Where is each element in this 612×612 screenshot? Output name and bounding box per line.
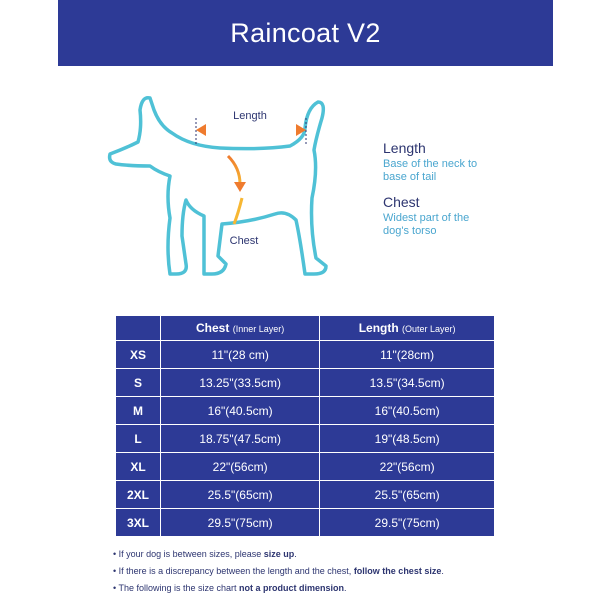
length-cell: 22"(56cm): [320, 453, 495, 481]
page-title: Raincoat V2: [230, 17, 381, 48]
table-row: [116, 369, 495, 397]
legend-chest: [383, 194, 493, 238]
note-2-end: .: [441, 566, 444, 576]
legend-chest-desc-1: Widest part of the: [383, 212, 470, 224]
note-chest-priority: [113, 566, 593, 576]
legend-length-desc-1: Base of the neck to: [383, 158, 478, 170]
chest-band: [234, 198, 242, 224]
legend-chest-title: Chest: [383, 194, 420, 210]
chest-arrow: [228, 156, 240, 184]
chest-diagram-label: Chest: [229, 235, 259, 247]
legend-length-title: Length: [383, 140, 426, 156]
table-row: [116, 425, 495, 453]
dog-outline: [110, 98, 326, 274]
size-cell: L: [116, 425, 161, 453]
length-cell: 19"(48.5cm): [320, 425, 495, 453]
table-header-row: [116, 316, 495, 341]
chest-cell: 13.25"(33.5cm): [161, 369, 320, 397]
title-banner: [58, 0, 553, 66]
table-row: [116, 397, 495, 425]
length-arrowhead-left: [196, 124, 206, 136]
length-cell: 11"(28cm): [320, 341, 495, 369]
legend-chest-desc-2: dog's torso: [383, 225, 437, 237]
table-row: [116, 481, 495, 509]
sizing-notes: [113, 549, 593, 600]
chest-cell: 16"(40.5cm): [161, 397, 320, 425]
size-cell: 2XL: [116, 481, 161, 509]
note-3-end: .: [344, 583, 347, 593]
length-cell: 25.5"(65cm): [320, 481, 495, 509]
length-cell: 29.5"(75cm): [320, 509, 495, 537]
chest-cell: 18.75"(47.5cm): [161, 425, 320, 453]
chest-header-sub: (Inner Layer): [232, 324, 285, 334]
size-cell: M: [116, 397, 161, 425]
note-3-text: • The following is the size chart: [113, 583, 240, 593]
legend-length: [383, 140, 493, 184]
length-cell: 13.5"(34.5cm): [320, 369, 495, 397]
note-2-text: • If there is a discrepancy between the length and the chest,: [113, 566, 354, 576]
table-corner-cell: [116, 316, 161, 341]
length-header-label: Length: [358, 321, 399, 335]
size-chart-table: [115, 315, 495, 537]
length-cell: 16"(40.5cm): [320, 397, 495, 425]
note-size-chart: [113, 583, 593, 593]
length-column-header: [320, 316, 495, 341]
table-row: [116, 509, 495, 537]
size-cell: XL: [116, 453, 161, 481]
measurement-legend: [383, 140, 493, 248]
chest-arrowhead: [234, 182, 246, 192]
legend-length-desc-2: base of tail: [383, 171, 437, 183]
note-1-text: • If your dog is between sizes, please: [113, 549, 264, 559]
chest-header-label: Chest: [196, 321, 230, 335]
dog-measurement-diagram: [100, 88, 350, 288]
note-2-bold: follow the chest size: [353, 566, 442, 576]
note-1-end: .: [294, 549, 297, 559]
note-size-up: [113, 549, 593, 559]
length-header-sub: (Outer Layer): [402, 324, 456, 334]
size-cell: S: [116, 369, 161, 397]
chest-column-header: [161, 316, 320, 341]
note-3-bold: not a product dimension: [239, 583, 345, 593]
table-row: [116, 453, 495, 481]
chest-cell: 25.5"(65cm): [161, 481, 320, 509]
note-1-bold: size up: [263, 549, 295, 559]
length-diagram-label: Length: [233, 110, 267, 122]
size-cell: XS: [116, 341, 161, 369]
table-row: [116, 341, 495, 369]
chest-cell: 29.5"(75cm): [161, 509, 320, 537]
size-cell: 3XL: [116, 509, 161, 537]
chest-cell: 11"(28 cm): [161, 341, 320, 369]
chest-cell: 22"(56cm): [161, 453, 320, 481]
